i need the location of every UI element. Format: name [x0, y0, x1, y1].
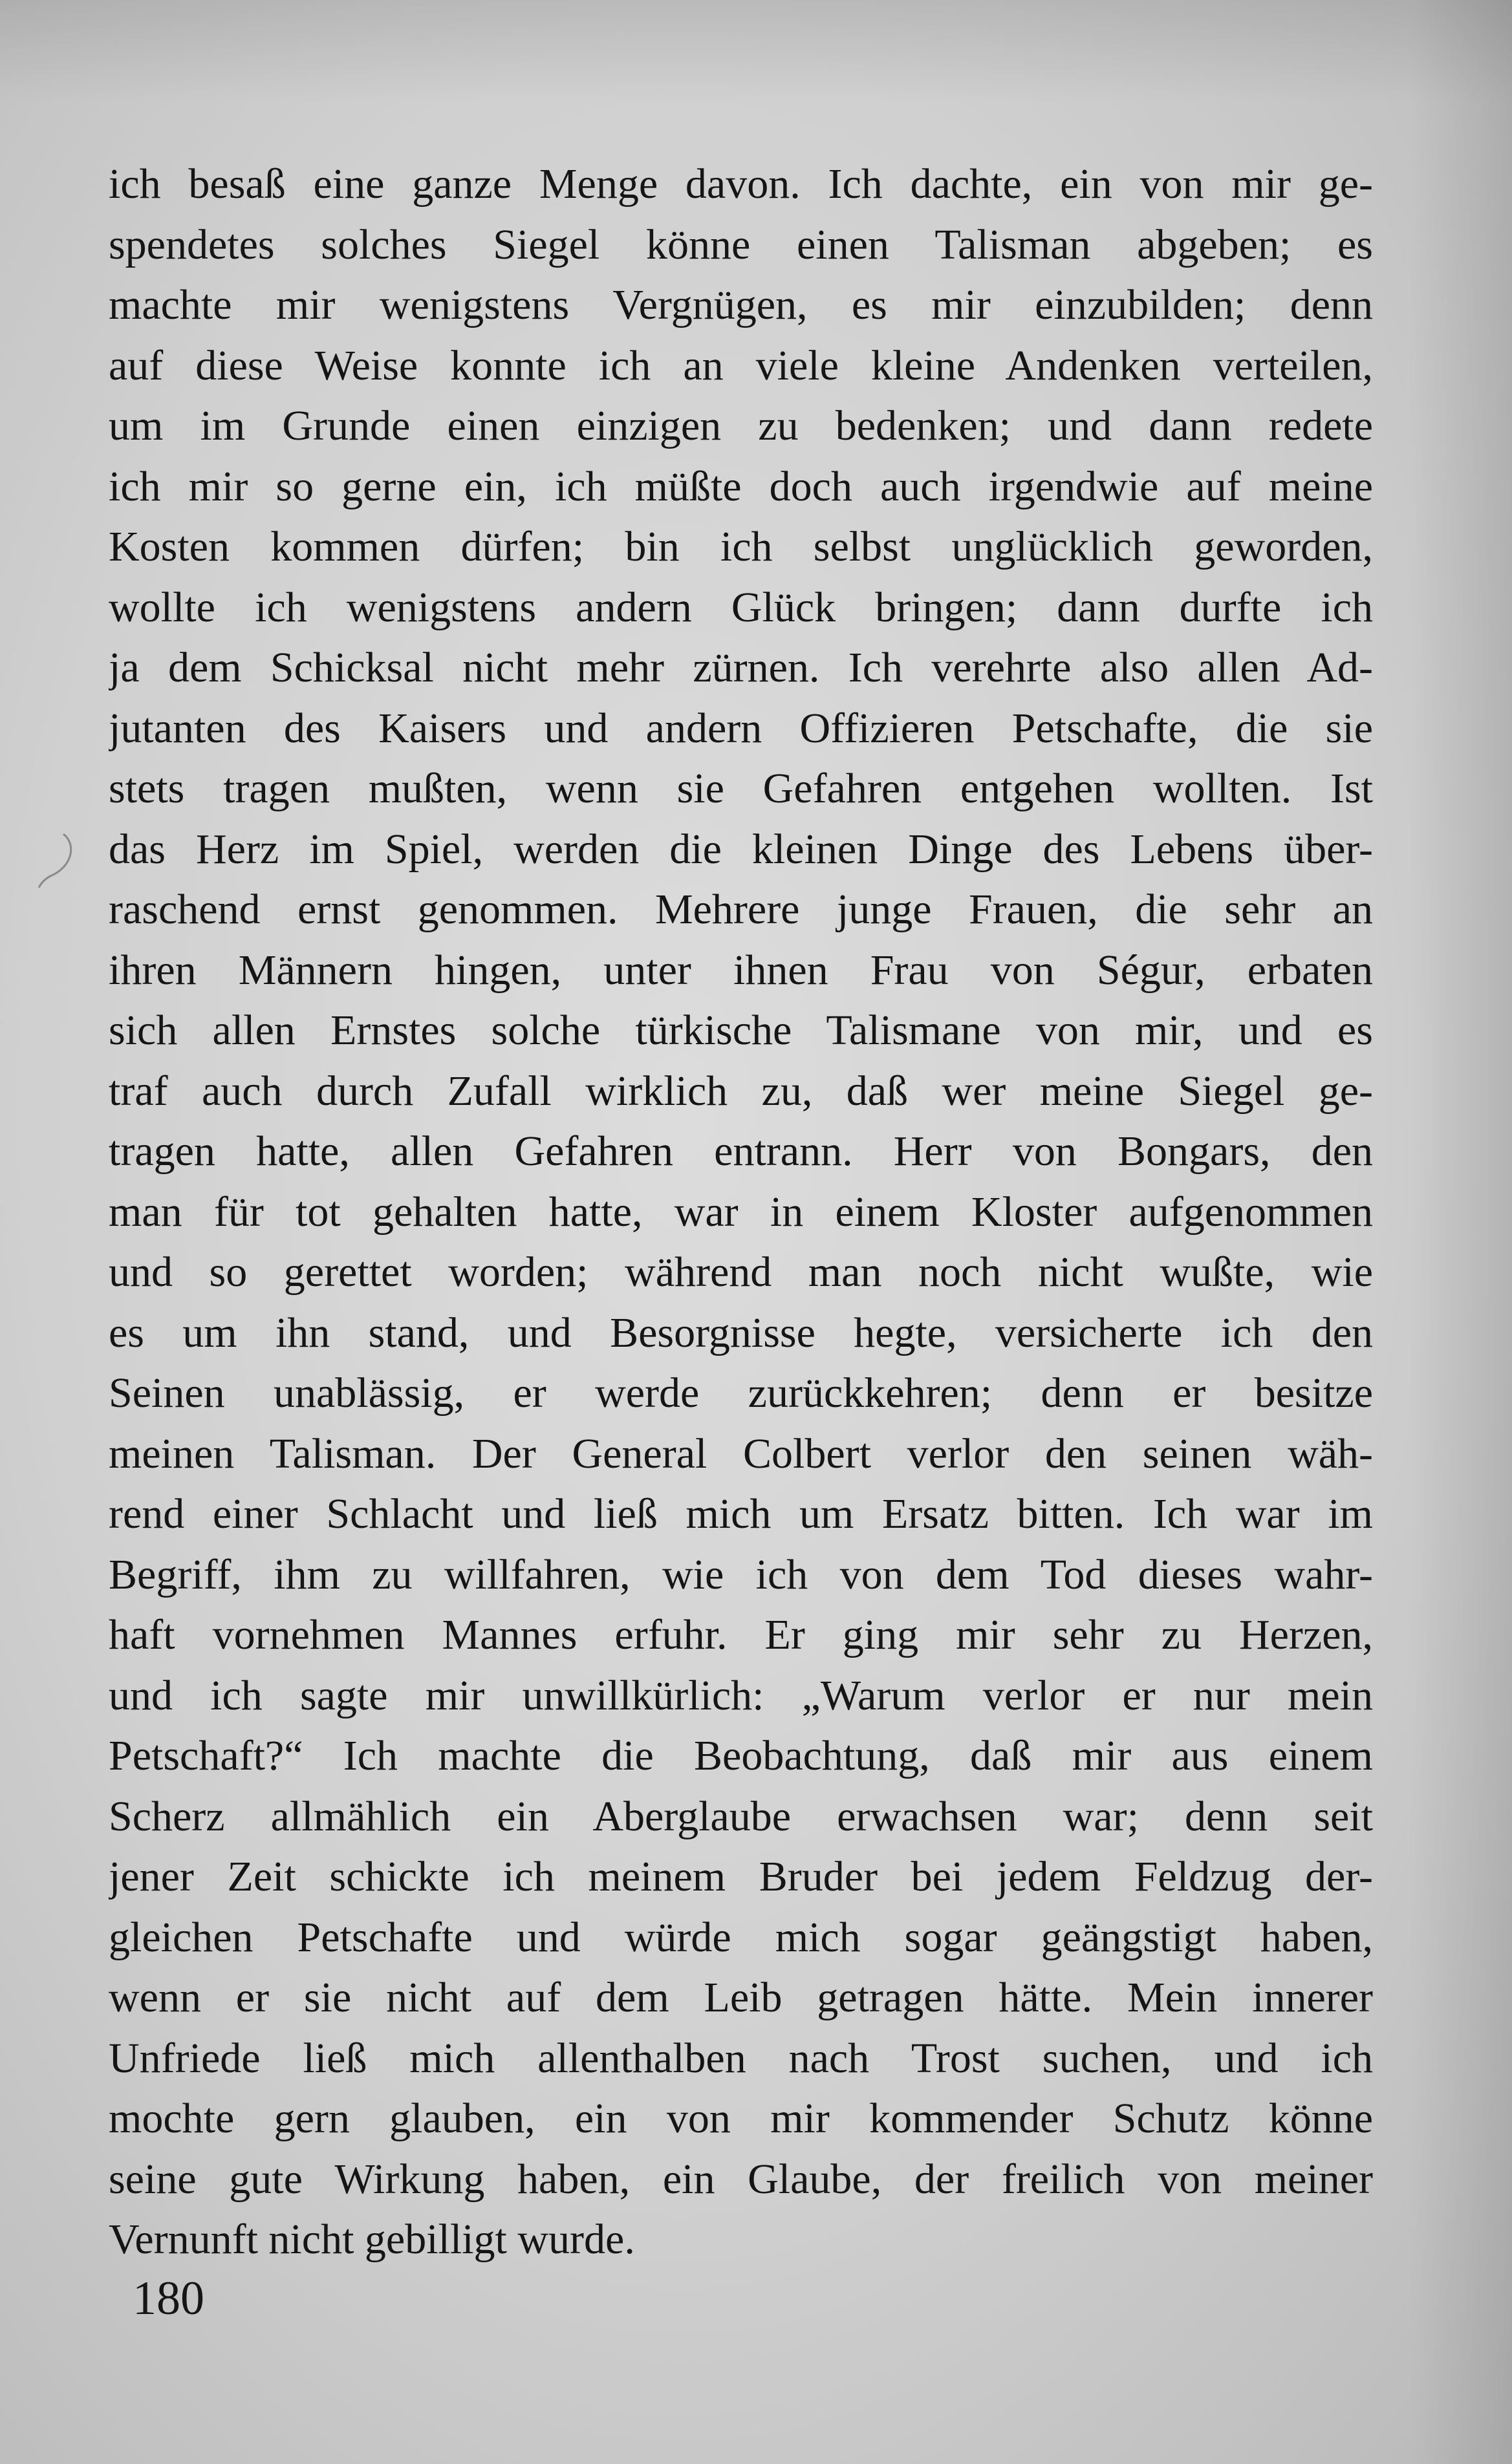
- text-line: wenn er sie nicht auf dem Leib getragen hätte. Mein innerer: [109, 1974, 1373, 2021]
- text-line: auf diese Weise konnte ich an viele kleine Andenken verteilen,: [109, 341, 1373, 389]
- text-line: jener Zeit schickte ich meinem Bruder bei jedem Feldzug der-: [109, 1853, 1373, 1900]
- text-line: ich besaß eine ganze Menge davon. Ich dachte, ein von mir ge-: [109, 160, 1373, 208]
- text-line: Petschaft?“ Ich machte die Beobachtung, daß mir aus einem: [109, 1732, 1373, 1779]
- text-line: spendetes solches Siegel könne einen Talisman abgeben; es: [109, 220, 1373, 268]
- text-line: das Herz im Spiel, werden die kleinen Dinge des Lebens über-: [109, 825, 1373, 873]
- text-line: um im Grunde einen einzigen zu bedenken; und dann redete: [109, 402, 1373, 449]
- text-line: ihren Männern hingen, unter ihnen Frau von Ségur, erbaten: [109, 946, 1373, 994]
- page-number: 180: [133, 2272, 204, 2325]
- text-line: Begriff, ihm zu willfahren, wie ich von dem Tod dieses wahr-: [109, 1550, 1373, 1598]
- text-line: tragen hatte, allen Gefahren entrann. Herr von Bongars, den: [109, 1128, 1373, 1175]
- text-line: stets tragen mußten, wenn sie Gefahren entgehen wollten. Ist: [109, 765, 1373, 812]
- text-line: raschend ernst genommen. Mehrere junge Frauen, die sehr an: [109, 886, 1373, 933]
- text-line: wollte ich wenigstens andern Glück bringen; dann durfte ich: [109, 583, 1373, 631]
- text-line: seine gute Wirkung haben, ein Glaube, der freilich von meiner: [109, 2155, 1373, 2203]
- text-line: Kosten kommen dürfen; bin ich selbst unglücklich geworden,: [109, 523, 1373, 570]
- page-right-shadow: [1409, 0, 1512, 2464]
- text-line: Unfriede ließ mich allenthalben nach Trost suchen, und ich: [109, 2034, 1373, 2082]
- text-line: machte mir wenigstens Vergnügen, es mir einzubilden; denn: [109, 281, 1373, 328]
- text-line: mochte gern glauben, ein von mir kommender Schutz könne: [109, 2095, 1373, 2142]
- text-line: ja dem Schicksal nicht mehr zürnen. Ich verehrte also allen Ad-: [109, 644, 1373, 691]
- text-line: Seinen unablässig, er werde zurückkehren; denn er besitze: [109, 1369, 1373, 1417]
- text-line: gleichen Petschafte und würde mich sogar geängstigt haben,: [109, 1913, 1373, 1961]
- text-line: meinen Talisman. Der General Colbert verlor den seinen wäh-: [109, 1430, 1373, 1477]
- text-line: man für tot gehalten hatte, war in einem Kloster aufgenommen: [109, 1188, 1373, 1236]
- text-line: rend einer Schlacht und ließ mich um Ersatz bitten. Ich war im: [109, 1490, 1373, 1537]
- margin-pencil-mark: [38, 831, 83, 889]
- text-line: jutanten des Kaisers und andern Offizieren Petschafte, die sie: [109, 704, 1373, 752]
- text-line: ich mir so gerne ein, ich müßte doch auch irgendwie auf meine: [109, 462, 1373, 510]
- text-line: Vernunft nicht gebilligt wurde.: [109, 2216, 635, 2263]
- text-line: Scherz allmählich ein Aberglaube erwachsen war; denn seit: [109, 1792, 1373, 1840]
- text-line: traf auch durch Zufall wirklich zu, daß wer meine Siegel ge-: [109, 1067, 1373, 1115]
- text-line: und ich sagte mir unwillkürlich: „Warum verlor er nur mein: [109, 1671, 1373, 1719]
- page-top-shadow: [0, 0, 1512, 103]
- text-line: sich allen Ernstes solche türkische Talismane von mir, und es: [109, 1007, 1373, 1054]
- body-text: [109, 154, 1373, 2270]
- text-line: es um ihn stand, und Besorgnisse hegte, versicherte ich den: [109, 1309, 1373, 1356]
- text-line: und so gerettet worden; während man noch nicht wußte, wie: [109, 1248, 1373, 1296]
- text-line: haft vornehmen Mannes erfuhr. Er ging mir sehr zu Herzen,: [109, 1611, 1373, 1658]
